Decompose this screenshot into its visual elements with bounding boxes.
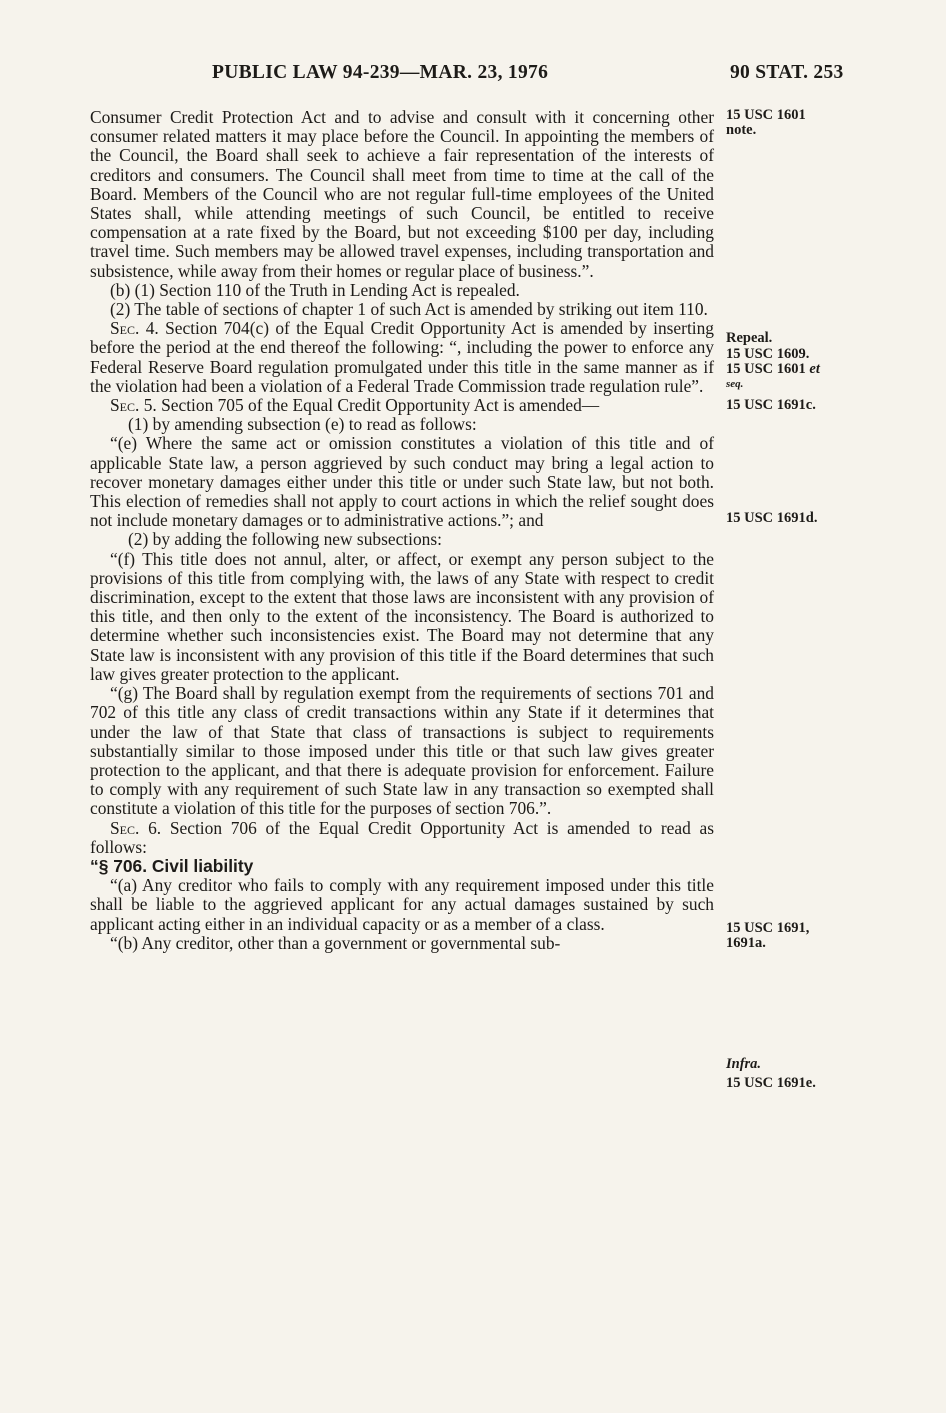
sec-6-text: Section 706 of the Equal Credit Opportunity Act is amended to read as follows: bbox=[90, 817, 714, 857]
law-text bbox=[90, 108, 714, 953]
margin-note-seq: seq. bbox=[726, 378, 744, 390]
page-header bbox=[0, 58, 946, 88]
margin-note-1691 bbox=[726, 921, 809, 951]
sec-4-text: Section 704(c) of the Equal Credit Opportunity Act is amended by inserting before the period at the end thereof the following: “, including the power to enforce any Federal Reserve Board regulation promulgated under this title in the same manner as if the violation had been a violation of a Federal Trade Commission trade regulation rule”. bbox=[90, 318, 714, 396]
margin-note-line: note. bbox=[726, 122, 757, 138]
paragraph-table-amend: (2) The table of sections of chapter 1 of such Act is amended by striking out item 110. bbox=[110, 299, 708, 320]
margin-note-line: 1691a. bbox=[726, 935, 766, 951]
paragraph-sec-4 bbox=[90, 319, 714, 396]
stat-page-number: 90 STAT. 253 bbox=[730, 62, 844, 83]
sec-6-label: Sec. 6. bbox=[110, 817, 162, 838]
margin-note-line: 15 USC 1609. bbox=[726, 346, 810, 362]
paragraph-subsection-f: “(f) This title does not annul, alter, or affect, or exempt any person subject to the provisions of this title from complying with, the laws of any State with respect to credit discrimination, except to the extent that those laws are inconsistent with any provision of this title, and then only to the extent of the inconsistency. The Board is authorized to determine whether such inconsistencies exist. The Board may not determine that any State law is inconsistent with any provision of this title if the Board determines that such law gives greater protection to the applicant. bbox=[90, 548, 714, 684]
paragraph-subsection-e: “(e) Where the same act or omission constitutes a violation of this title and of applicable State law, a person aggrieved by such conduct may bring a legal action to recover monetary damages either under this title or under such State law, but not both. This election of remedies shall not apply to court actions in which the relief sought does not include monetary damages or to administrative actions.”; and bbox=[90, 433, 714, 531]
paragraph-item-2: (2) by adding the following new subsections: bbox=[128, 529, 442, 550]
margin-note-line: 15 USC 1601 et bbox=[726, 361, 820, 377]
paragraph-council: Consumer Credit Protection Act and to advise and consult with it concerning other consumer related matters it may place before the Council. In appointing the members of the Council, the Board shall seek to achieve a fair representation of the interests of creditors and consumers. The Council shall meet from time to time at the call of the Board. Members of the Council who are not regular full-time employees of the United States shall, while attending meetings of such Council, be entitled to receive compensation at a rate fixed by the Board, but not exceeding $100 per day, including travel time. Such members may be allowed travel expenses, including transportation and subsistence, while away from their homes or regular place of business.”. bbox=[90, 107, 714, 281]
paragraph-sec-6 bbox=[90, 819, 714, 857]
paragraph-subsection-b: “(b) Any creditor, other than a government or governmental sub- bbox=[110, 932, 561, 953]
margin-note-repeal: Repeal. bbox=[726, 330, 773, 346]
section-heading: “§ 706. Civil liability bbox=[90, 855, 254, 876]
paragraph-repeal: (b) (1) Section 110 of the Truth in Lending Act is repealed. bbox=[110, 279, 520, 300]
margin-note-1691c: 15 USC 1691c. bbox=[726, 397, 816, 413]
paragraph-item-1: (1) by amending subsection (e) to read as follows: bbox=[128, 414, 477, 435]
paragraph-subsection-a: “(a) Any creditor who fails to comply with any requirement imposed under this title shall be liable to the aggrieved applicant for any actual damages sustained by such applicant acting either in an individual capacity or as a member of a class. bbox=[90, 875, 714, 934]
margin-note-1691e: 15 USC 1691e. bbox=[726, 1075, 816, 1091]
sec-5-text: Section 705 of the Equal Credit Opportunity Act is amended— bbox=[156, 395, 600, 416]
margin-note-line: 15 USC 1601 bbox=[726, 107, 806, 123]
running-head: PUBLIC LAW 94-239—MAR. 23, 1976 bbox=[212, 62, 549, 83]
margin-note-1601 bbox=[726, 108, 806, 138]
margin-note-line: 15 USC 1691, bbox=[726, 920, 810, 936]
margin-note-1609 bbox=[726, 347, 820, 392]
sec-4-label: Sec. 4. bbox=[110, 318, 159, 339]
margin-note-et: et bbox=[809, 361, 820, 377]
paragraph-sec-5 bbox=[90, 396, 714, 415]
margin-note-1691d: 15 USC 1691d. bbox=[726, 510, 818, 526]
paragraph-subsection-g: “(g) The Board shall by regulation exempt from the requirements of sections 701 and 702 of this title any class of credit transactions within any State if it determines that under the law of that State that class of transactions is subject to requirements substantially similar to those imposed under this title or that such law gives greater protection to the applicant, and that there is adequate provision for enforcement. Failure to comply with any requirement of such State law in any transaction so exempted shall constitute a violation of this title for the purposes of section 706.”. bbox=[90, 683, 714, 819]
sec-5-label: Sec. 5. bbox=[110, 395, 157, 416]
margin-note-infra: Infra. bbox=[726, 1056, 762, 1072]
